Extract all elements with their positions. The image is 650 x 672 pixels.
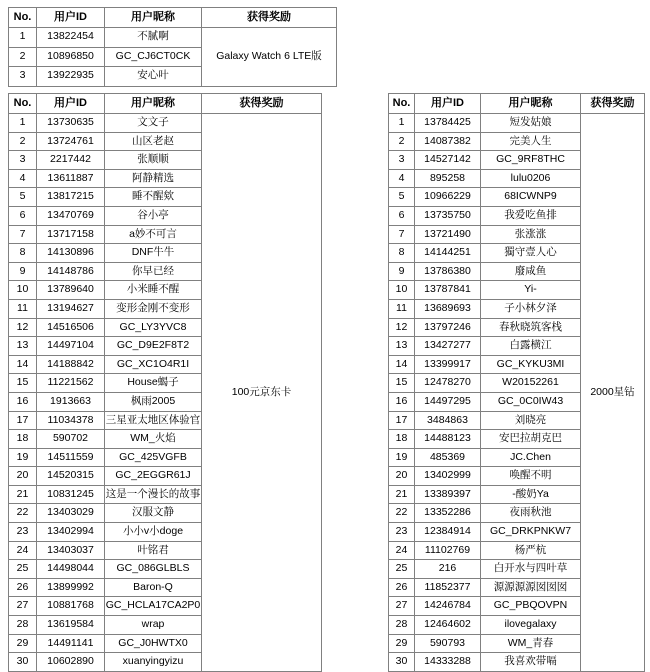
cell-nickname: 谷小亭 <box>105 206 202 225</box>
cell-nickname: 张顺顺 <box>105 151 202 170</box>
cell-user-id: 13389397 <box>415 485 481 504</box>
cell-user-id: 14246784 <box>415 597 481 616</box>
cell-user-id: 14516506 <box>37 318 105 337</box>
column-header-nickname: 用户昵称 <box>105 8 202 28</box>
cell-user-id: 13717158 <box>37 225 105 244</box>
cell-no: 4 <box>389 169 415 188</box>
cell-nickname: a妙不可言 <box>105 225 202 244</box>
cell-user-id: 14130896 <box>37 244 105 263</box>
cell-user-id: 485369 <box>415 448 481 467</box>
cell-no: 14 <box>9 355 37 374</box>
table-row <box>389 114 645 133</box>
cell-no: 13 <box>389 337 415 356</box>
cell-user-id: 13899992 <box>37 578 105 597</box>
cell-nickname: 这是一个漫长的故事 <box>105 485 202 504</box>
cell-user-id: 11221562 <box>37 374 105 393</box>
column-header-user-id: 用户ID <box>415 94 481 114</box>
cell-no: 1 <box>389 114 415 133</box>
cell-nickname: -酸奶Ya <box>481 485 581 504</box>
cell-no: 27 <box>389 597 415 616</box>
cell-nickname: 廢咸鱼 <box>481 262 581 281</box>
cell-no: 16 <box>9 392 37 411</box>
cell-nickname: W20152261 <box>481 374 581 393</box>
cell-nickname: GC_9RF8THC <box>481 151 581 170</box>
cell-user-id: 590793 <box>415 634 481 653</box>
cell-no: 21 <box>9 485 37 504</box>
cell-user-id: 13787841 <box>415 281 481 300</box>
cell-user-id: 13427277 <box>415 337 481 356</box>
cell-nickname: 短发姑娘 <box>481 114 581 133</box>
cell-no: 26 <box>389 578 415 597</box>
cell-no: 25 <box>389 560 415 579</box>
cell-no: 1 <box>9 28 37 48</box>
cell-no: 9 <box>9 262 37 281</box>
cell-nickname: 叶铭君 <box>105 541 202 560</box>
cell-nickname: 安巴拉胡克巴 <box>481 430 581 449</box>
cell-nickname: GC_2EGGR61J <box>105 467 202 486</box>
cell-nickname: 三星亚太地区体验官 <box>105 411 202 430</box>
cell-no: 21 <box>389 485 415 504</box>
cell-nickname: GC_425VGFB <box>105 448 202 467</box>
cell-user-id: 13402994 <box>37 523 105 542</box>
cell-nickname: 我喜欢带嗝 <box>481 653 581 672</box>
cell-no: 18 <box>9 430 37 449</box>
cell-no: 29 <box>9 634 37 653</box>
cell-no: 15 <box>9 374 37 393</box>
cell-user-id: 14497295 <box>415 392 481 411</box>
column-header-nickname: 用户昵称 <box>481 94 581 114</box>
column-header-no: No. <box>389 94 415 114</box>
cell-nickname: 68ICWNP9 <box>481 188 581 207</box>
cell-nickname: GC_HCLA17CA2P0 <box>105 597 202 616</box>
cell-no: 15 <box>389 374 415 393</box>
cell-no: 14 <box>389 355 415 374</box>
cell-no: 13 <box>9 337 37 356</box>
cell-no: 25 <box>9 560 37 579</box>
cell-nickname: 睡不醒欸 <box>105 188 202 207</box>
galaxy-watch-winners-table <box>8 7 337 87</box>
cell-nickname: lulu0206 <box>481 169 581 188</box>
cell-user-id: 14333288 <box>415 653 481 672</box>
cell-user-id: 14497104 <box>37 337 105 356</box>
cell-no: 3 <box>389 151 415 170</box>
column-header-user-id: 用户ID <box>37 94 105 114</box>
cell-nickname: 变形金刚不变形 <box>105 299 202 318</box>
cell-user-id: 13797246 <box>415 318 481 337</box>
column-header-nickname: 用户昵称 <box>105 94 202 114</box>
cell-no: 8 <box>389 244 415 263</box>
cell-no: 29 <box>389 634 415 653</box>
cell-user-id: 10831245 <box>37 485 105 504</box>
cell-nickname: 獨守壹人心 <box>481 244 581 263</box>
cell-nickname: 不腻啊 <box>105 28 202 48</box>
cell-user-id: 13784425 <box>415 114 481 133</box>
cell-user-id: 1913663 <box>37 392 105 411</box>
cell-no: 2 <box>9 47 37 67</box>
cell-no: 22 <box>389 504 415 523</box>
cell-no: 12 <box>9 318 37 337</box>
cell-no: 19 <box>9 448 37 467</box>
cell-nickname: 子小林夕泽 <box>481 299 581 318</box>
cell-user-id: 13399917 <box>415 355 481 374</box>
cell-nickname: 枫雨2005 <box>105 392 202 411</box>
cell-no: 17 <box>9 411 37 430</box>
cell-nickname: 完美人生 <box>481 132 581 151</box>
cell-nickname: 阿静精选 <box>105 169 202 188</box>
cell-nickname: xuanyingyizu <box>105 653 202 672</box>
table-header-row <box>9 94 322 114</box>
cell-user-id: 13817215 <box>37 188 105 207</box>
cell-no: 23 <box>389 523 415 542</box>
cell-no: 11 <box>9 299 37 318</box>
cell-no: 11 <box>389 299 415 318</box>
cell-nickname: Yi- <box>481 281 581 300</box>
cell-user-id: 13194627 <box>37 299 105 318</box>
cell-nickname: 小小v小doge <box>105 523 202 542</box>
cell-user-id: 10602890 <box>37 653 105 672</box>
cell-user-id: 10896850 <box>37 47 105 67</box>
column-header-user-id: 用户ID <box>37 8 105 28</box>
cell-nickname: 安心叶 <box>105 67 202 87</box>
cell-nickname: House蝎子 <box>105 374 202 393</box>
cell-no: 5 <box>9 188 37 207</box>
cell-nickname: 你早已经 <box>105 262 202 281</box>
cell-nickname: 小米睡不醒 <box>105 281 202 300</box>
cell-nickname: Baron-Q <box>105 578 202 597</box>
cell-user-id: 895258 <box>415 169 481 188</box>
cell-user-id: 13470769 <box>37 206 105 225</box>
cell-prize: Galaxy Watch 6 LTE版 <box>202 28 337 87</box>
cell-user-id: 13786380 <box>415 262 481 281</box>
column-header-prize: 获得奖励 <box>202 94 322 114</box>
cell-no: 10 <box>389 281 415 300</box>
cell-nickname: 杨严杭 <box>481 541 581 560</box>
cell-nickname: GC_0C0IW43 <box>481 392 581 411</box>
cell-user-id: 13721490 <box>415 225 481 244</box>
cell-user-id: 590702 <box>37 430 105 449</box>
cell-no: 1 <box>9 114 37 133</box>
cell-user-id: 3484863 <box>415 411 481 430</box>
cell-no: 24 <box>9 541 37 560</box>
cell-no: 26 <box>9 578 37 597</box>
cell-nickname: 刘晓亮 <box>481 411 581 430</box>
cell-user-id: 12464602 <box>415 616 481 635</box>
table-body <box>9 114 322 672</box>
cell-user-id: 14188842 <box>37 355 105 374</box>
table-row <box>9 114 322 133</box>
cell-user-id: 13922935 <box>37 67 105 87</box>
cell-user-id: 10966229 <box>415 188 481 207</box>
cell-nickname: GC_CJ6CT0CK <box>105 47 202 67</box>
cell-no: 4 <box>9 169 37 188</box>
cell-prize: 100元京东卡 <box>202 114 322 672</box>
cell-user-id: 13789640 <box>37 281 105 300</box>
cell-nickname: 张涨涨 <box>481 225 581 244</box>
cell-no: 2 <box>9 132 37 151</box>
cell-nickname: 文文子 <box>105 114 202 133</box>
cell-user-id: 11102769 <box>415 541 481 560</box>
cell-no: 9 <box>389 262 415 281</box>
cell-nickname: WM_火焰 <box>105 430 202 449</box>
cell-nickname: 汉服文静 <box>105 504 202 523</box>
cell-no: 2 <box>389 132 415 151</box>
cell-nickname: GC_DRKPNKW7 <box>481 523 581 542</box>
cell-user-id: 14511559 <box>37 448 105 467</box>
cell-no: 3 <box>9 151 37 170</box>
cell-no: 7 <box>389 225 415 244</box>
cell-nickname: GC_LY3YVC8 <box>105 318 202 337</box>
cell-nickname: 山区老赵 <box>105 132 202 151</box>
cell-user-id: 13689693 <box>415 299 481 318</box>
cell-nickname: 春秋晓筑客栈 <box>481 318 581 337</box>
cell-no: 18 <box>389 430 415 449</box>
cell-user-id: 14520315 <box>37 467 105 486</box>
table-row <box>9 28 337 48</box>
cell-no: 23 <box>9 523 37 542</box>
cell-user-id: 12478270 <box>415 374 481 393</box>
table-header-row <box>9 8 337 28</box>
cell-no: 22 <box>9 504 37 523</box>
cell-nickname: 我爱吃鱼排 <box>481 206 581 225</box>
cell-no: 8 <box>9 244 37 263</box>
cell-user-id: 14144251 <box>415 244 481 263</box>
cell-no: 20 <box>389 467 415 486</box>
cell-no: 16 <box>389 392 415 411</box>
column-header-no: No. <box>9 8 37 28</box>
cell-user-id: 13619584 <box>37 616 105 635</box>
cell-user-id: 14498044 <box>37 560 105 579</box>
cell-user-id: 13403029 <box>37 504 105 523</box>
cell-no: 12 <box>389 318 415 337</box>
cell-no: 19 <box>389 448 415 467</box>
cell-no: 30 <box>389 653 415 672</box>
cell-no: 17 <box>389 411 415 430</box>
cell-no: 28 <box>389 616 415 635</box>
cell-no: 27 <box>9 597 37 616</box>
cell-nickname: 白露横江 <box>481 337 581 356</box>
cell-user-id: 13611887 <box>37 169 105 188</box>
cell-user-id: 11034378 <box>37 411 105 430</box>
cell-user-id: 216 <box>415 560 481 579</box>
cell-user-id: 13352286 <box>415 504 481 523</box>
cell-user-id: 13724761 <box>37 132 105 151</box>
star-diamond-winners-table <box>388 93 645 672</box>
cell-no: 5 <box>389 188 415 207</box>
cell-no: 20 <box>9 467 37 486</box>
column-header-prize: 获得奖励 <box>202 8 337 28</box>
cell-nickname: DNF牛牛 <box>105 244 202 263</box>
cell-nickname: GC_PBQOVPN <box>481 597 581 616</box>
cell-user-id: 14527142 <box>415 151 481 170</box>
cell-no: 28 <box>9 616 37 635</box>
table-body <box>9 28 337 87</box>
cell-no: 3 <box>9 67 37 87</box>
cell-nickname: 源源源源囡囡囡 <box>481 578 581 597</box>
cell-user-id: 13735750 <box>415 206 481 225</box>
cell-user-id: 10881768 <box>37 597 105 616</box>
cell-nickname: 唤醒不明 <box>481 467 581 486</box>
cell-no: 7 <box>9 225 37 244</box>
cell-nickname: ilovegalaxy <box>481 616 581 635</box>
column-header-prize: 获得奖励 <box>581 94 645 114</box>
cell-no: 30 <box>9 653 37 672</box>
cell-nickname: GC_J0HWTX0 <box>105 634 202 653</box>
cell-no: 10 <box>9 281 37 300</box>
cell-no: 24 <box>389 541 415 560</box>
jd-card-winners-table <box>8 93 322 672</box>
table-body <box>389 114 645 672</box>
cell-user-id: 11852377 <box>415 578 481 597</box>
cell-no: 6 <box>389 206 415 225</box>
cell-user-id: 13403037 <box>37 541 105 560</box>
cell-user-id: 13402999 <box>415 467 481 486</box>
cell-user-id: 2217442 <box>37 151 105 170</box>
table-header-row <box>389 94 645 114</box>
cell-nickname: WM_青春 <box>481 634 581 653</box>
cell-nickname: GC_D9E2F8T2 <box>105 337 202 356</box>
cell-nickname: 白开水与四叶草 <box>481 560 581 579</box>
cell-nickname: JC.Chen <box>481 448 581 467</box>
cell-nickname: 夜雨秋池 <box>481 504 581 523</box>
cell-prize: 2000星钻 <box>581 114 645 672</box>
cell-nickname: GC_XC1O4R1I <box>105 355 202 374</box>
cell-no: 6 <box>9 206 37 225</box>
cell-nickname: wrap <box>105 616 202 635</box>
cell-user-id: 14491141 <box>37 634 105 653</box>
column-header-no: No. <box>9 94 37 114</box>
cell-user-id: 13822454 <box>37 28 105 48</box>
cell-user-id: 14087382 <box>415 132 481 151</box>
cell-user-id: 12384914 <box>415 523 481 542</box>
cell-nickname: GC_KYKU3MI <box>481 355 581 374</box>
cell-user-id: 13730635 <box>37 114 105 133</box>
cell-user-id: 14488123 <box>415 430 481 449</box>
cell-user-id: 14148786 <box>37 262 105 281</box>
cell-nickname: GC_086GLBLS <box>105 560 202 579</box>
